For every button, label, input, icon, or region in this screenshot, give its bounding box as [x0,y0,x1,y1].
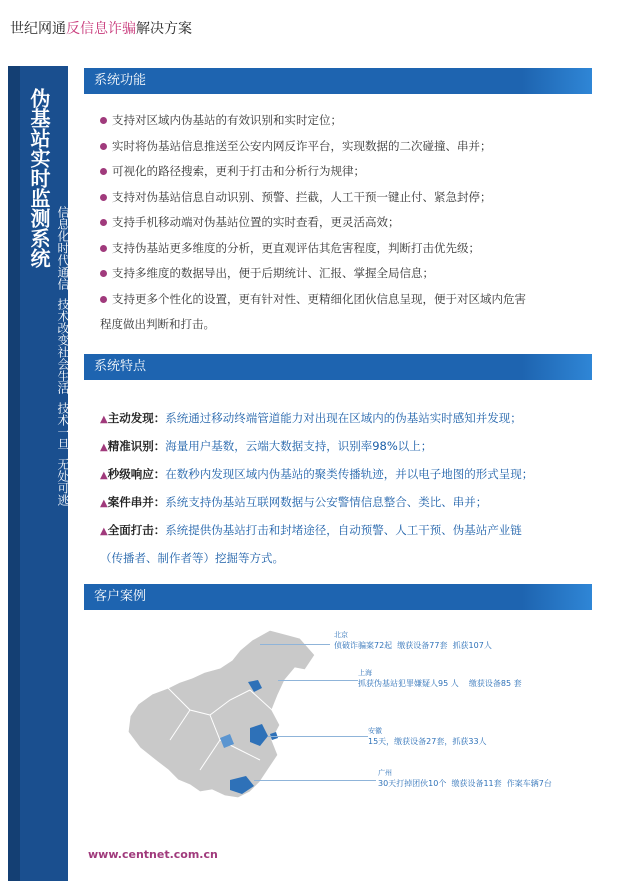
section-header-features: 系统特点 [84,354,592,380]
feature-text: 在数秒内发现区域内伪基站的聚类传播轨迹，并以电子地图的形式呈现； [165,467,534,481]
case-city: 广州 [378,769,392,777]
sidebar-title: 伪基站实时监测系统 [27,88,51,268]
case-guangzhou [378,768,552,789]
feature-key: 案件串并： [107,495,166,509]
case-stat: 缴获设备77套 [397,641,448,650]
page-header-title [10,18,192,38]
triangle-icon: ▲ [100,498,108,509]
list-item: 支持对区域内伪基站的有效识别和实时定位； [100,108,590,134]
section-header-cases: 客户案例 [84,584,592,610]
feature-key: 精准识别： [107,439,166,453]
list-item: 支持手机移动端对伪基站位置的实时查看，更灵活高效； [100,210,590,236]
sidebar-desc-line: 信息化时代通信 [56,206,70,290]
case-stat: 作案车辆7台 [506,779,552,788]
case-stat: 30天打掉团伙10个 [378,779,447,788]
list-item: 支持对伪基站信息自动识别、预警、拦截，人工干预一键止付、紧急封停； [100,185,590,211]
triangle-icon: ▲ [100,442,108,453]
case-stat: 缴获设备11套 [451,779,502,788]
feature-text: 系统通过移动终端管道能力对出现在区域内的伪基站实时感知并发现； [165,411,522,425]
customer-cases-map [100,620,600,820]
case-stat: 缴获设备85 套 [468,679,522,688]
list-item-continuation: 程度做出判断和打击。 [100,317,215,331]
sidebar-description [56,206,70,506]
sidebar-desc-line: 技术改变社会生活 [56,298,70,394]
case-shanghai [358,668,522,689]
case-stat: 抓获107人 [452,641,492,650]
feature-continuation: （传播者、制作者等）挖掘等方式。 [100,551,284,565]
feature-key: 主动发现： [107,411,166,425]
feature-item [100,461,594,489]
title-highlight: 反信息诈骗 [66,21,136,37]
feature-text: 海量用户基数，云端大数据支持，识别率98%以上； [165,439,433,453]
china-map-icon [100,620,330,820]
list-item: 支持伪基站更多维度的分析，更直观评估其危害程度，判断打击优先级； [100,236,590,262]
list-item-text: 支持更多个性化的设置，更有针对性、更精细化团伙信息呈现，便于对区域内危害 [112,291,526,306]
list-item: 可视化的路径搜索，更利于打击和分析行为规律； [100,159,590,185]
case-anhui [368,726,487,747]
feature-key: 秒级响应： [107,467,166,481]
case-stat: 15天，缴获设备27套，抓获33人 [368,737,487,746]
connector-line [254,780,376,781]
features-list [100,405,594,571]
triangle-icon: ▲ [100,526,108,537]
sidebar-desc-line: 无处可逃 [56,458,70,506]
list-item: 支持多维度的数据导出，便于后期统计、汇报、掌握全局信息； [100,261,590,287]
connector-line [278,680,358,681]
title-post: 解决方案 [136,21,192,37]
functions-list [100,108,590,338]
china-map-outline [128,630,315,798]
triangle-icon: ▲ [100,414,108,425]
case-city: 北京 [334,631,348,639]
feature-text: 系统提供伪基站打击和封堵途径，自动预警、人工干预、伪基站产业链 [165,523,522,537]
feature-item [100,405,594,433]
case-beijing [334,630,492,651]
list-item [100,287,590,338]
title-pre: 世纪网通 [10,21,66,37]
case-city: 上海 [358,669,372,677]
feature-text: 系统支持伪基站互联网数据与公安警情信息整合、类比、串并； [165,495,488,509]
feature-item [100,517,594,571]
case-stat: 抓获伪基站犯罪嫌疑人95 人 [358,679,459,688]
sidebar-desc-line: 技术一旦 [56,402,70,450]
list-item: 实时将伪基站信息推送至公安内网反诈平台，实现数据的二次碰撞、串并； [100,134,590,160]
feature-item [100,433,594,461]
case-city: 安徽 [368,727,382,735]
section-header-functions: 系统功能 [84,68,592,94]
feature-item [100,489,594,517]
feature-key: 全面打击： [107,523,166,537]
case-stat: 侦破诈骗案72起 [334,641,393,650]
connector-line [268,736,368,737]
connector-line [260,644,330,645]
triangle-icon: ▲ [100,470,108,481]
footer-url: www.centnet.com.cn [88,848,218,861]
sidebar [8,66,68,881]
